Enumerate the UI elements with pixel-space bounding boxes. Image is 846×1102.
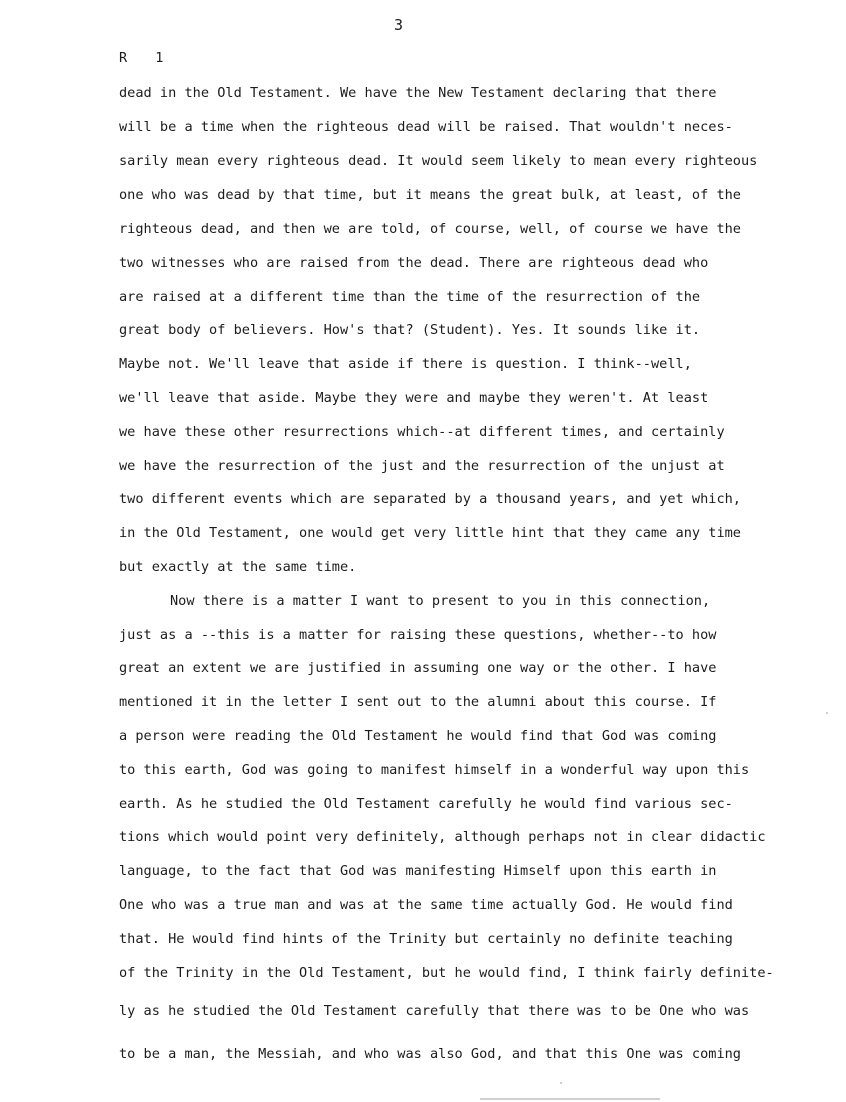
text-line: ly as he studied the Old Testament carefully that there was to be One who was bbox=[119, 1003, 750, 1019]
text-line: just as a --this is a matter for raising these questions, whether--to how bbox=[119, 627, 717, 643]
page-number: 3 bbox=[394, 16, 404, 34]
text-line: a person were reading the Old Testament he would find that God was coming bbox=[119, 728, 717, 744]
text-line: great an extent we are justified in assuming one way or the other. I have bbox=[119, 660, 717, 676]
text-line: earth. As he studied the Old Testament carefully he would find various sec- bbox=[119, 796, 733, 812]
text-line: that. He would find hints of the Trinity but certainly no definite teaching bbox=[119, 931, 733, 947]
text-line: to this earth, God was going to manifest himself in a wonderful way upon this bbox=[119, 762, 750, 778]
text-line: are raised at a different time than the time of the resurrection of the bbox=[119, 289, 701, 305]
page-header-label: R 1 bbox=[119, 50, 165, 66]
text-line: one who was dead by that time, but it means the great bulk, at least, of the bbox=[119, 187, 741, 203]
text-line: tions which would point very definitely, although perhaps not in clear didactic bbox=[119, 829, 766, 845]
scan-edge-mark bbox=[480, 1098, 660, 1100]
text-line: two witnesses who are raised from the dead. There are righteous dead who bbox=[119, 255, 709, 271]
text-line: we'll leave that aside. Maybe they were and maybe they weren't. At least bbox=[119, 390, 709, 406]
paper-speck bbox=[560, 1082, 562, 1084]
text-line: to be a man, the Messiah, and who was also God, and that this One was coming bbox=[119, 1046, 741, 1062]
text-line: in the Old Testament, one would get very little hint that they came any time bbox=[119, 525, 741, 541]
text-line: two different events which are separated by a thousand years, and yet which, bbox=[119, 491, 741, 507]
text-line: One who was a true man and was at the same time actually God. He would find bbox=[119, 897, 733, 913]
text-line: Maybe not. We'll leave that aside if there is question. I think--well, bbox=[119, 356, 692, 372]
text-line: great body of believers. How's that? (Student). Yes. It sounds like it. bbox=[119, 322, 701, 338]
text-line: Now there is a matter I want to present to you in this connection, bbox=[170, 593, 711, 609]
text-line: but exactly at the same time. bbox=[119, 559, 357, 575]
text-line: dead in the Old Testament. We have the New Testament declaring that there bbox=[119, 85, 717, 101]
text-line: mentioned it in the letter I sent out to the alumni about this course. If bbox=[119, 694, 717, 710]
text-line: language, to the fact that God was manifesting Himself upon this earth in bbox=[119, 863, 717, 879]
text-line: sarily mean every righteous dead. It would seem likely to mean every righteous bbox=[119, 153, 758, 169]
text-line: righteous dead, and then we are told, of course, well, of course we have the bbox=[119, 221, 741, 237]
text-line: we have these other resurrections which--at different times, and certainly bbox=[119, 424, 725, 440]
text-line: of the Trinity in the Old Testament, but he would find, I think fairly definite- bbox=[119, 965, 774, 981]
text-line: will be a time when the righteous dead will be raised. That wouldn't neces- bbox=[119, 119, 733, 135]
text-line: we have the resurrection of the just and the resurrection of the unjust at bbox=[119, 458, 725, 474]
paper-speck bbox=[826, 712, 828, 714]
